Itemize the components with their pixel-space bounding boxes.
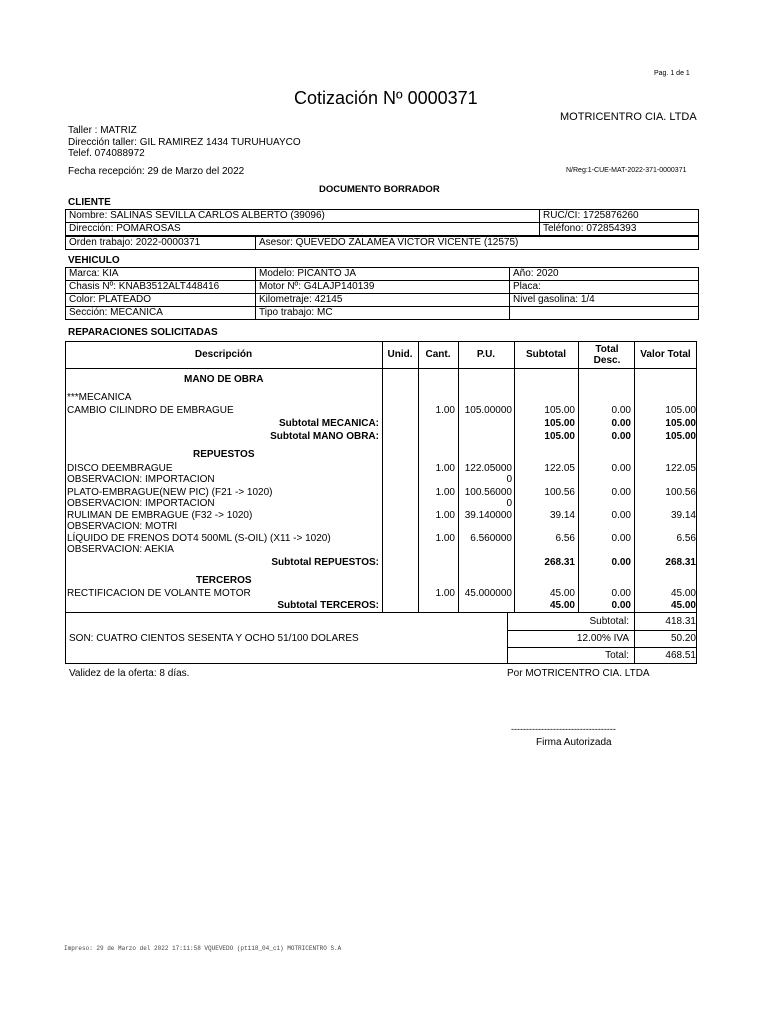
table-row: [66, 237, 699, 250]
subtotal-total: 105.00: [665, 418, 696, 429]
item-quantity: 1.00: [435, 588, 455, 599]
item-observation: OBSERVACION: MOTRI: [67, 521, 178, 532]
tax-value: 50.20: [670, 633, 696, 644]
draft-label: DOCUMENTO BORRADOR: [319, 184, 440, 195]
col-unit: Unid.: [387, 349, 413, 360]
item-subtotal: 6.56: [555, 533, 575, 544]
item-description: RULIMAN DE EMBRAGUE (F32 -> 1020): [67, 510, 253, 521]
vehicle-mileage: Kilometraje: 42145: [256, 294, 510, 307]
page-title: Cotización Nº 0000371: [294, 88, 478, 108]
item-discount: 0.00: [611, 588, 631, 599]
print-info: Impreso: 29 de Marzo del 2022 17:11:58 VQUEVEDO (pt118_04_c1) MOTRICENTRO S.A: [64, 945, 342, 952]
table-row: [66, 223, 699, 236]
reception-date: Fecha recepción: 29 de Marzo del 2022: [68, 166, 245, 177]
item-total: 100.56: [665, 487, 696, 498]
subtotal-value: 105.00: [544, 418, 575, 429]
subtotal-total: 105.00: [665, 431, 696, 442]
parts-group-title: REPUESTOS: [193, 449, 255, 460]
amount-in-words: SON: CUATRO CIENTOS SESENTA Y OCHO 51/100 DOLARES: [69, 633, 359, 644]
item-observation: OBSERVACION: IMPORTACION: [67, 498, 215, 509]
item-description: DISCO DEEMBRAGUE: [67, 463, 173, 474]
item-quantity: 1.00: [435, 463, 455, 474]
col-total-value: Valor Total: [640, 349, 691, 360]
col-total-discount: Total Desc.: [593, 343, 621, 366]
vehicle-chassis: Chasis Nº: KNAB3512ALT448416: [66, 281, 256, 294]
item-discount: 0.00: [611, 463, 631, 474]
subtotal-label: Subtotal MANO OBRA:: [270, 431, 379, 442]
company-name: MOTRICENTRO CIA. LTDA: [560, 111, 697, 123]
item-quantity: 1.00: [435, 487, 455, 498]
client-name: Nombre: SALINAS SEVILLA CARLOS ALBERTO (39096): [66, 210, 540, 223]
workshop-phone: Telef. 074088972: [68, 148, 145, 159]
offer-validity: Validez de la oferta: 8 días.: [69, 668, 190, 679]
table-row: [66, 281, 699, 294]
item-total: 105.00: [665, 405, 696, 416]
grand-total: 468.51: [665, 650, 696, 661]
client-section-title: CLIENTE: [68, 197, 111, 208]
order-table: [65, 236, 699, 250]
subtotal-value: 268.31: [544, 557, 575, 568]
item-description: LÍQUIDO DE FRENOS DOT4 500ML (S-OIL) (X11 -> 1020): [67, 533, 331, 544]
vehicle-work-type: Tipo trabajo: MC: [256, 307, 510, 320]
vehicle-plate: Placa:: [510, 281, 699, 294]
item-unit-price: 6.560000: [470, 533, 512, 544]
subtotal-label: Subtotal TERCEROS:: [277, 600, 379, 611]
issued-by: Por MOTRICENTRO CIA. LTDA: [507, 668, 650, 679]
item-subtotal: 45.00: [549, 588, 575, 599]
signature-label: Firma Autorizada: [536, 737, 612, 748]
table-row: [66, 268, 699, 281]
table-row: [66, 307, 699, 320]
table-row: [66, 210, 699, 223]
item-total: 39.14: [670, 510, 696, 521]
item-subtotal: 105.00: [544, 405, 575, 416]
vehicle-model: Modelo: PICANTO JA: [256, 268, 510, 281]
item-discount: 0.00: [611, 405, 631, 416]
item-observation: OBSERVACION: AEKIA: [67, 544, 174, 555]
subtotal-discount: 0.00: [611, 431, 631, 442]
item-description: PLATO-EMBRAGUE(NEW PIC) (F21 -> 1020): [67, 487, 273, 498]
subtotal-total: 268.31: [665, 557, 696, 568]
signature-line: -----------------------------------: [511, 724, 616, 734]
item-unit-price: 122.05000: [464, 463, 512, 474]
vehicle-section: Sección: MECANICA: [66, 307, 256, 320]
item-unit-price: 45.000000: [464, 588, 512, 599]
item-total: 6.56: [676, 533, 696, 544]
table-row: [66, 294, 699, 307]
col-subtotal: Subtotal: [526, 349, 566, 360]
item-discount: 0.00: [611, 510, 631, 521]
item-total: 122.05: [665, 463, 696, 474]
item-quantity: 1.00: [435, 533, 455, 544]
subtotal-total: 45.00: [670, 600, 696, 611]
page-number: Pag. 1 de 1: [654, 70, 690, 77]
item-observation: OBSERVACION: IMPORTACION: [67, 474, 215, 485]
subtotal-label: Subtotal MECANICA:: [279, 418, 379, 429]
workshop-name: Taller : MATRIZ: [68, 125, 137, 136]
item-subtotal: 39.14: [549, 510, 575, 521]
subtotal-discount: 0.00: [611, 600, 631, 611]
vehicle-fuel: Nivel gasolina: 1/4: [510, 294, 699, 307]
workshop-address: Dirección taller: GIL RAMIREZ 1434 TURUHUAYCO: [68, 136, 301, 148]
item-subtotal: 122.05: [544, 463, 575, 474]
item-unit-price-overflow: 0: [506, 498, 512, 509]
subtotal-label: Subtotal REPUESTOS:: [271, 557, 379, 568]
item-description: CAMBIO CILINDRO DE EMBRAGUE: [67, 405, 234, 416]
labor-group-title: MANO DE OBRA: [184, 374, 264, 385]
registry-number: N/Reg:1-CUE-MAT-2022-371-0000371: [566, 167, 687, 174]
advisor: Asesor: QUEVEDO ZALAMEA VICTOR VICENTE (12575): [256, 237, 699, 250]
col-quantity: Cant.: [425, 349, 451, 360]
workshop-info: [68, 125, 301, 160]
item-unit-price: 39.140000: [464, 510, 512, 521]
item-discount: 0.00: [611, 487, 631, 498]
vehicle-engine: Motor Nº: G4LAJP140139: [256, 281, 510, 294]
client-ruc: RUC/CI: 1725876260: [540, 210, 699, 223]
vehicle-color: Color: PLATEADO: [66, 294, 256, 307]
work-order: Orden trabajo: 2022-0000371: [66, 237, 256, 250]
client-phone: Teléfono: 072854393: [540, 223, 699, 236]
item-total: 45.00: [670, 588, 696, 599]
item-subtotal: 100.56: [544, 487, 575, 498]
vehicle-section-title: VEHICULO: [68, 255, 120, 266]
item-quantity: 1.00: [435, 510, 455, 521]
vehicle-table: [65, 267, 699, 320]
labor-category: ***MECANICA: [67, 392, 132, 403]
total-label: Total:: [605, 650, 629, 661]
item-unit-price-overflow: 0: [506, 474, 512, 485]
col-description: Descripción: [194, 349, 253, 360]
item-discount: 0.00: [611, 533, 631, 544]
subtotal-discount: 0.00: [611, 418, 631, 429]
subtotal-value: 45.00: [549, 600, 575, 611]
client-table: [65, 209, 699, 236]
tax-label: 12.00% IVA: [576, 633, 629, 644]
item-unit-price: 105.00000: [464, 405, 512, 416]
vehicle-year: Año: 2020: [510, 268, 699, 281]
third-party-group-title: TERCEROS: [196, 575, 252, 586]
item-description: RECTIFICACION DE VOLANTE MOTOR: [67, 588, 251, 599]
grand-subtotal: 418.31: [665, 616, 696, 627]
subtotal-label: Subtotal:: [589, 616, 629, 627]
client-address: Dirección: POMAROSAS: [66, 223, 540, 236]
subtotal-value: 105.00: [544, 431, 575, 442]
subtotal-discount: 0.00: [611, 557, 631, 568]
item-unit-price: 100.56000: [464, 487, 512, 498]
vehicle-brand: Marca: KIA: [66, 268, 256, 281]
col-unit-price: P.U.: [476, 349, 496, 360]
repairs-section-title: REPARACIONES SOLICITADAS: [68, 327, 218, 338]
item-quantity: 1.00: [435, 405, 455, 416]
